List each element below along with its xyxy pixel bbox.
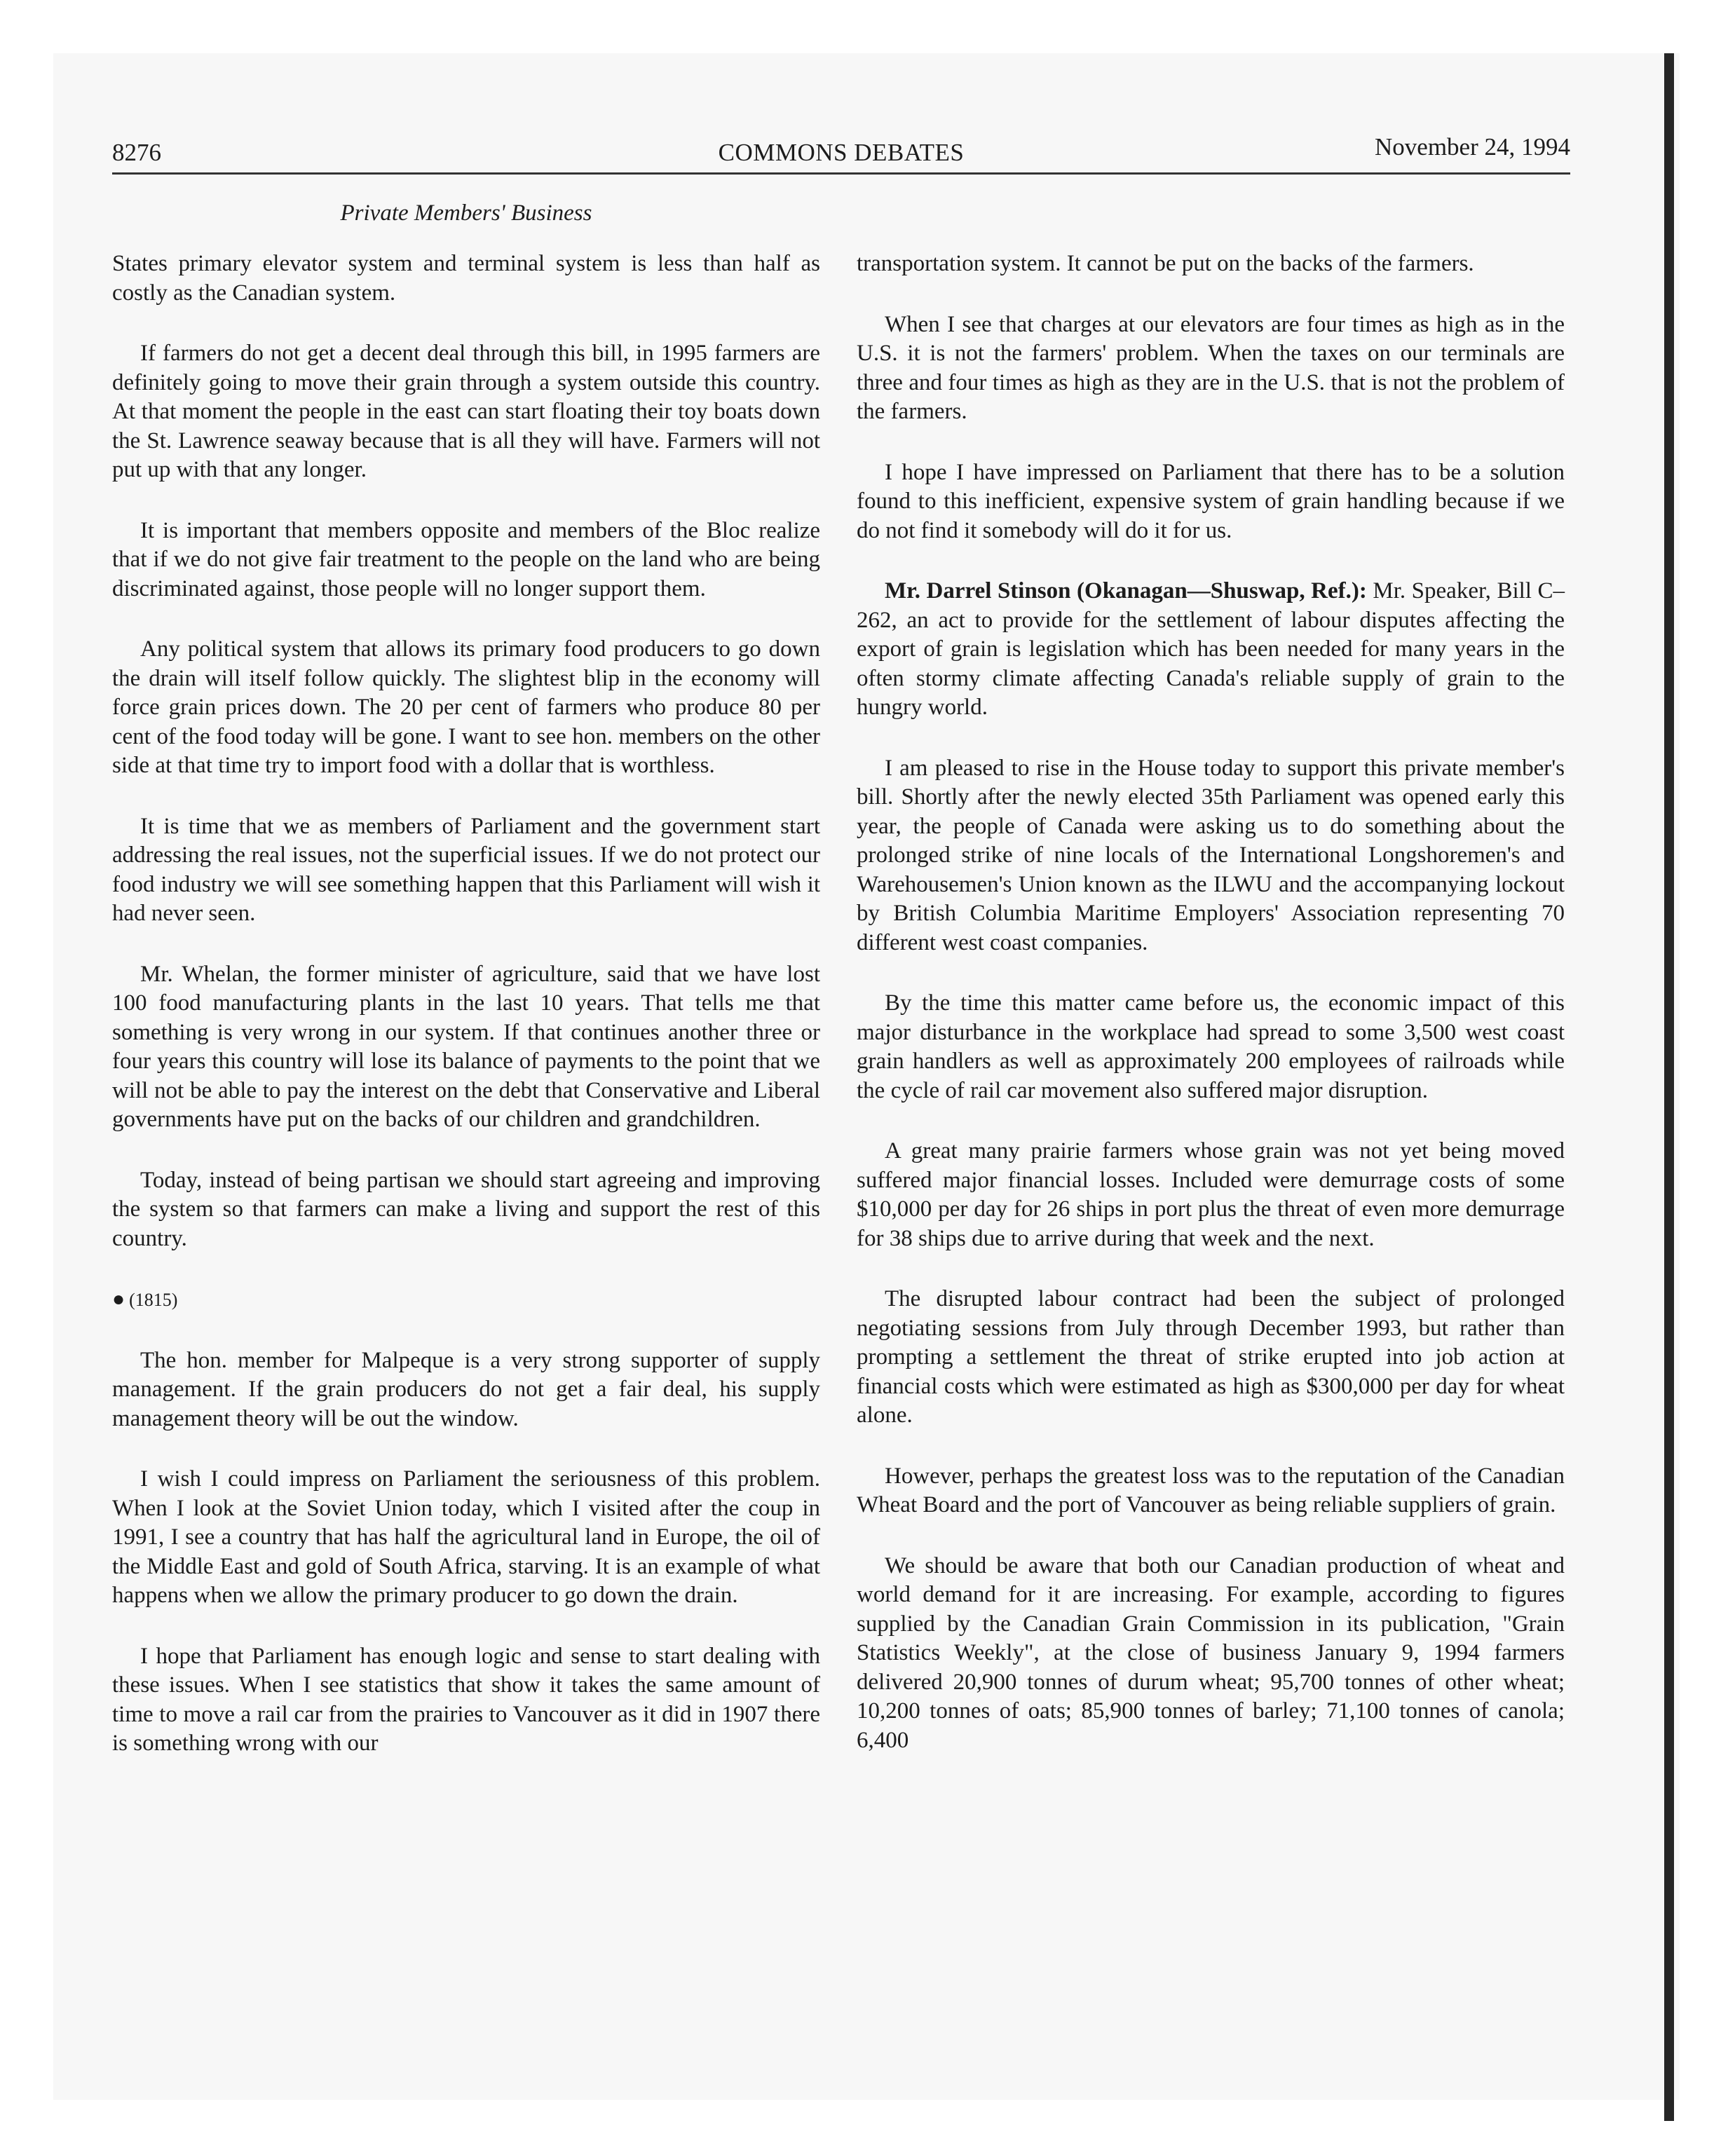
paragraph: I am pleased to rise in the House today to support this private member's bill. Shortly after the newly elected 35th Parliament was opened early this year, the people of Canada were asking us to do something about the prolonged strike of nine locals of the International Longshoremen's and Warehousemen's Union known as the ILWU and the accompanying lockout by British Columbia Maritime Employers' Association representing 70 different west coast companies. bbox=[857, 755, 1565, 955]
paragraph: However, perhaps the greatest loss was to the reputation of the Canadian Wheat Board and the port of Vancouver as being reliable suppliers of grain. bbox=[857, 1463, 1565, 1517]
paragraph: Any political system that allows its primary food producers to go down the drain will itself follow quickly. The slightest blip in the economy will force grain prices down. The 20 per cent of farmers who produce 80 per cent of the food today will be gone. I want to see hon. members on the other side at that time try to import food with a dollar that is worthless. bbox=[112, 636, 820, 778]
publication-date: November 24, 1994 bbox=[1375, 133, 1570, 161]
paragraph: The disrupted labour contract had been the subject of prolonged negotiating sessions from July through December 1993, but rather than prompting a settlement the threat of strike erupted into job action at financial costs which were estimated as high as $300,000 per day for wheat alone. bbox=[857, 1286, 1565, 1428]
paragraph: It is time that we as members of Parliament and the government start addressing the real issues, not the superficial issues. If we do not protect our food industry we will see something happen that this Parliament will wish it had never seen. bbox=[112, 813, 820, 926]
left-column bbox=[112, 250, 820, 1790]
paragraph: When I see that charges at our elevators are four times as high as in the U.S. it is not the farmers' problem. When the taxes on our terminals are three and four times as high as they are in the U.S. that is not the problem of the farmers. bbox=[857, 311, 1565, 424]
running-title: COMMONS DEBATES bbox=[718, 139, 965, 166]
time-marker-text: (1815) bbox=[129, 1290, 178, 1310]
page-header bbox=[112, 133, 1570, 175]
paragraph: A great many prairie farmers whose grain was not yet being moved suffered major financial losses. Included were demurrage costs of some $10,000 per day for 26 ships in port plus the threat of even more demurrage for 38 ships due to arrive during that week and the next. bbox=[857, 1138, 1565, 1251]
page-number: 8276 bbox=[112, 139, 161, 166]
right-column bbox=[857, 250, 1565, 1787]
paragraph: Today, instead of being partisan we should start agreeing and improving the system so that farmers can make a living and support the rest of this country. bbox=[112, 1167, 820, 1251]
speech-paragraph bbox=[857, 577, 1565, 723]
paragraph: transportation system. It cannot be put on the backs of the farmers. bbox=[857, 251, 1474, 276]
paragraph: If farmers do not get a decent deal through this bill, in 1995 farmers are definitely going to move their grain through a system outside this country. At that moment the people in the east can start floating their toy boats down the St. Lawrence seaway because that is all they will have. Farmers will not put up with that any longer. bbox=[112, 341, 820, 482]
speech-text: Mr. Speaker, Bill C–262, an act to provide for the settlement of labour disputes affecting the export of grain is legislation which has been needed for many years in the often stormy climate affecting Canada's reliable supply of grain to the hungry world. bbox=[857, 578, 1565, 720]
paragraph: I hope I have impressed on Parliament that there has to be a solution found to this inefficient, expensive system of grain handling because if we do not find it somebody will do it for us. bbox=[857, 459, 1565, 543]
paragraph: By the time this matter came before us, the economic impact of this major disturbance in the workplace had spread to some 3,500 west coast grain handlers as well as approximately 200 employees of railroads while the cycle of rail car movement also suffered major disruption. bbox=[857, 990, 1565, 1103]
paragraph: Mr. Whelan, the former minister of agriculture, said that we have lost 100 food manufacturing plants in the last 10 years. That tells me that something is very wrong in our system. If that continues another three or four years this country will lose its balance of payments to the point that we will not be able to pay the interest on the debt that Conservative and Liberal governments have put on the backs of our children and grandchildren. bbox=[112, 961, 820, 1132]
paragraph: It is important that members opposite and members of the Bloc realize that if we do not give fair treatment to the people on the land who are being discriminated against, those people will no longer support them. bbox=[112, 517, 820, 601]
bullet-icon: ● bbox=[112, 1288, 125, 1311]
paragraph: I hope that Parliament has enough logic and sense to start dealing with these issues. When I see statistics that show it takes the same amount of time to move a rail car from the prairies to Vancouver as it did in 1907 there is something wrong with our bbox=[112, 1643, 820, 1756]
paragraph: I wish I could impress on Parliament the seriousness of this problem. When I look at the Soviet Union today, which I visited after the coup in 1991, I see a country that has half the agricultural land in Europe, the oil of the Middle East and gold of South Africa, starving. It is an example of what happens when we allow the primary producer to go down the drain. bbox=[112, 1466, 820, 1608]
paragraph: The hon. member for Malpeque is a very strong supporter of supply management. If the grain producers do not get a fair deal, his supply management theory will be out the window. bbox=[112, 1347, 820, 1431]
section-heading: Private Members' Business bbox=[340, 200, 592, 226]
scan-edge-bar bbox=[1664, 53, 1674, 2121]
time-marker bbox=[112, 1285, 820, 1315]
speaker-name: Mr. Darrel Stinson (Okanagan—Shuswap, Ref.): bbox=[885, 578, 1367, 603]
paragraph: States primary elevator system and terminal system is less than half as costly as the Canadian system. bbox=[112, 251, 820, 306]
paragraph: We should be aware that both our Canadian production of wheat and world demand for it are increasing. For example, according to figures supplied by the Canadian Grain Commission in its publication, "Grain Statistics Weekly", at the close of business January 9, 1994 farmers delivered 20,900 tonnes of durum wheat; 95,700 tonnes of other wheat; 10,200 tonnes of oats; 85,900 tonnes of barley; 71,100 tonnes of canola; 6,400 bbox=[857, 1553, 1565, 1753]
